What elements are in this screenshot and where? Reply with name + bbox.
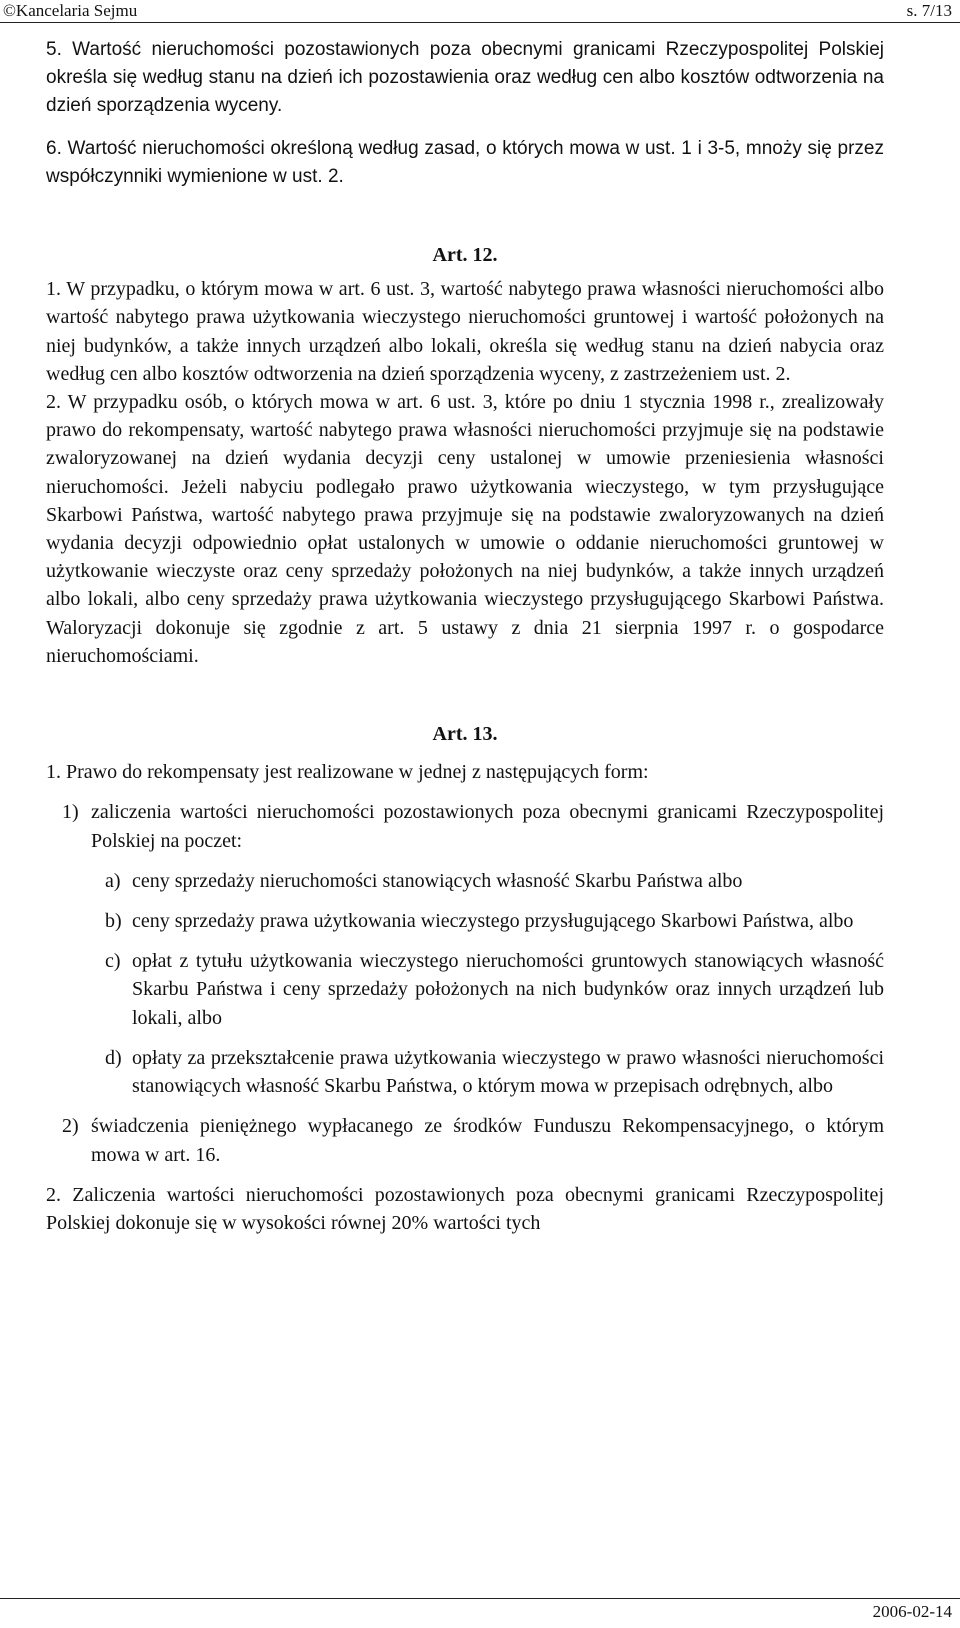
list-item-letter: c) xyxy=(105,950,121,973)
list-item-d xyxy=(46,1044,884,1100)
article-12-heading: Art. 12. xyxy=(432,244,498,267)
footer-date: 2006-02-14 xyxy=(872,1602,952,1621)
header-copyright: ©Kancelaria Sejmu xyxy=(3,1,138,20)
list-item-letter: d) xyxy=(105,1046,122,1069)
header-divider xyxy=(0,22,960,23)
list-item-text: opłat z tytułu użytkowania wieczystego nieruchomości gruntowych stanowiących własność Skarbu Państwa i ceny sprzedaży położonych na nich budynków oraz innych urządzeń lub lokali, albo xyxy=(132,950,884,1029)
list-item-a xyxy=(46,867,884,895)
list-item-letter: a) xyxy=(105,869,121,892)
article-13-heading: Art. 13. xyxy=(432,723,498,746)
art12-paragraph-1: 1. W przypadku, o którym mowa w art. 6 ust. 3, wartość nabytego prawa własności nieruchomości albo wartość nabytego prawa użytkowania wieczystego nieruchomości gruntowej i wartość położonych na niej budynków, a także innych urządzeń albo lokali, określa się według stanu na dzień nabycia oraz według cen albo kosztów odtworzenia na dzień sporządzenia wyceny, z zastrzeżeniem ust. 2. xyxy=(46,278,884,385)
paragraph-6: 6. Wartość nieruchomości określoną według zasad, o których mowa w ust. 1 i 3-5, mnoży się przez współczynniki wymienione w ust. 2. xyxy=(46,137,884,187)
list-item-text: ceny sprzedaży nieruchomości stanowiących własność Skarbu Państwa albo xyxy=(132,869,743,892)
list-item-c xyxy=(46,947,884,1032)
footer-divider xyxy=(0,1598,960,1599)
list-item-letter: b) xyxy=(105,910,122,933)
list-item-b xyxy=(46,907,884,935)
list-item-1 xyxy=(46,798,884,854)
list-item-text: świadczenia pieniężnego wypłacanego ze środków Funduszu Rekompensacyjnego, o którym mowa w art. 16. xyxy=(91,1115,884,1166)
list-item-number: 2) xyxy=(62,1115,79,1138)
art13-paragraph-2: 2. Zaliczenia wartości nieruchomości pozostawionych poza obecnymi granicami Rzeczypospolitej Polskiej dokonuje się w wysokości równej 20% wartości tych xyxy=(46,1183,884,1234)
list-item-2 xyxy=(46,1112,884,1168)
page-header xyxy=(0,0,960,22)
art12-paragraph-2: 2. W przypadku osób, o których mowa w art. 6 ust. 3, które po dniu 1 stycznia 1998 r., zrealizowały prawo do rekompensaty, wartość nabytego prawa własności nieruchomości przyjmuje się na podstawie zwaloryzowanej na dzień wydania decyzji ceny ustalonej w umowie przeniesienia własności nieruchomości. Jeżeli nabyciu podlegało prawo użytkowania wieczystego, w tym przysługujące Skarbowi Państwa, wartość nabytego prawa przyjmuje się na podstawie zwaloryzowanych na dzień wydania decyzji odpowiednio opłat ustalonych w umowie o oddanie nieruchomości gruntowej w użytkowanie wieczyste oraz ceny sprzedaży położonych na niej budynków, a także innych urządzeń albo lokali, albo ceny sprzedaży prawa użytkowania wieczystego przysługującego Skarbowi Państwa. Waloryzacji dokonuje się zgodnie z art. 5 ustawy z dnia 21 sierpnia 1997 r. o gospodarce nieruchomościami. xyxy=(46,391,884,667)
paragraph-5: 5. Wartość nieruchomości pozostawionych poza obecnymi granicami Rzeczypospolitej Polskiej określa się według stanu na dzień ich pozostawienia oraz według cen albo kosztów odtworzenia na dzień sporządzenia wyceny. xyxy=(46,39,884,117)
document-body xyxy=(46,36,884,1237)
art13-paragraph-1: 1. Prawo do rekompensaty jest realizowane w jednej z następujących form: xyxy=(46,761,649,784)
list-item-text: zaliczenia wartości nieruchomości pozostawionych poza obecnymi granicami Rzeczypospolitej Polskiej na poczet: xyxy=(91,801,884,852)
list-item-text: opłaty za przekształcenie prawa użytkowania wieczystego w prawo własności nieruchomości stanowiących własność Skarbu Państwa, o którym mowa w przepisach odrębnych, albo xyxy=(132,1046,884,1098)
header-page-number: s. 7/13 xyxy=(906,1,952,20)
list-item-text: ceny sprzedaży prawa użytkowania wieczystego przysługującego Skarbowi Państwa, albo xyxy=(132,910,854,933)
list-item-number: 1) xyxy=(62,801,79,824)
